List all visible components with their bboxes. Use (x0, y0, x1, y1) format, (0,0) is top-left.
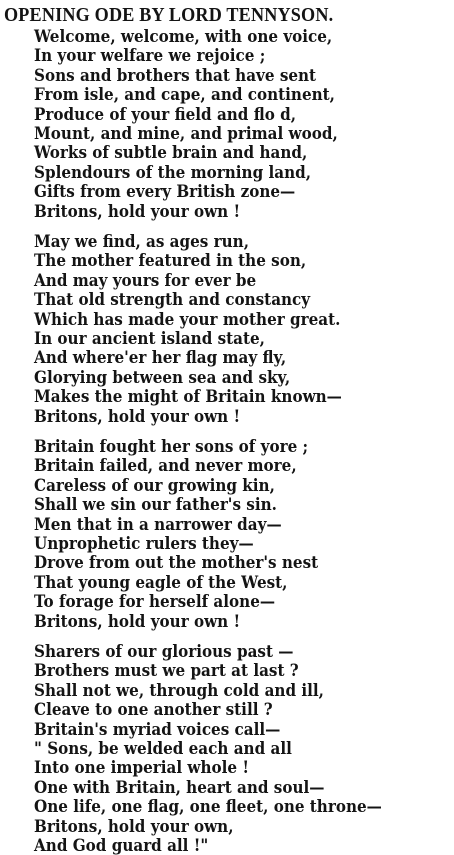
stanza-2 (34, 232, 454, 426)
poem-line: Careless of our growing kin, (34, 475, 275, 495)
poem-refrain: Britons, hold your own ! (34, 611, 241, 631)
poem-line: Splendours of the morning land, (34, 162, 312, 182)
poem-line: One life, one flag, one fleet, one throne— (34, 797, 382, 817)
poem-line: That old strength and constancy (34, 290, 311, 310)
poem-refrain: Britons, hold your own ! (34, 406, 241, 426)
poem-line: Produce of your field and flo d, (34, 104, 297, 124)
poem-line: Into one imperial whole ! (34, 758, 250, 778)
poem-line: From isle, and cape, and continent, (34, 85, 335, 105)
poem-line: Which has made your mother great. (34, 309, 341, 329)
poem-refrain: Britons, hold your own, (34, 816, 234, 836)
poem-line: Cleave to one another still ? (34, 700, 273, 720)
stanza-3 (34, 437, 454, 631)
poem-line: And where'er her flag may fly, (34, 348, 287, 368)
poem-line: The mother featured in the son, (34, 251, 307, 271)
stanza-4 (34, 642, 454, 855)
poem-line: Britain's myriad voices call— (34, 719, 281, 739)
poem-line: Shall not we, through cold and ill, (34, 680, 324, 700)
stanza-1 (34, 27, 454, 221)
poem-refrain: Britons, hold your own ! (34, 201, 241, 221)
poem-line: Sons and brothers that have sent (34, 65, 317, 85)
poem-line: Glorying between sea and sky, (34, 367, 291, 387)
poem-line: One with Britain, heart and soul— (34, 777, 325, 797)
poem-line: Unprophetic rulers they— (34, 533, 254, 553)
poem-line: In our ancient island state, (34, 328, 265, 348)
poem-line: Men that in a narrower day— (34, 514, 282, 534)
poem-line: Works of subtle brain and hand, (34, 143, 308, 163)
poem-line: Makes the might of Britain known— (34, 387, 342, 407)
poem-line: Britain fought her sons of yore ; (34, 437, 309, 456)
poem-title: OPENING ODE BY LORD TENNYSON. (4, 5, 334, 26)
poem-line: And may yours for ever be (34, 270, 257, 290)
poem-line: Gifts from every British zone— (34, 182, 296, 202)
poem-line: May we find, as ages run, (34, 232, 249, 251)
poem-line: " Sons, be welded each and all (34, 738, 292, 758)
poem-line: To forage for herself alone— (34, 592, 276, 612)
poem-line: And God guard all !" (34, 835, 209, 855)
poem-line: Mount, and mine, and primal wood, (34, 123, 338, 143)
poem-line: Britain failed, and never more, (34, 456, 297, 476)
poem-line: Shall we sin our father's sin. (34, 495, 277, 515)
poem-line: That young eagle of the West, (34, 572, 288, 592)
poem-line: Sharers of our glorious past — (34, 642, 294, 661)
poem-line: Welcome, welcome, with one voice, (34, 27, 333, 46)
poem-line: Drove from out the mother's nest (34, 553, 319, 573)
poem-line: Brothers must we part at last ? (34, 661, 299, 681)
poem-line: In your welfare we rejoice ; (34, 46, 266, 66)
